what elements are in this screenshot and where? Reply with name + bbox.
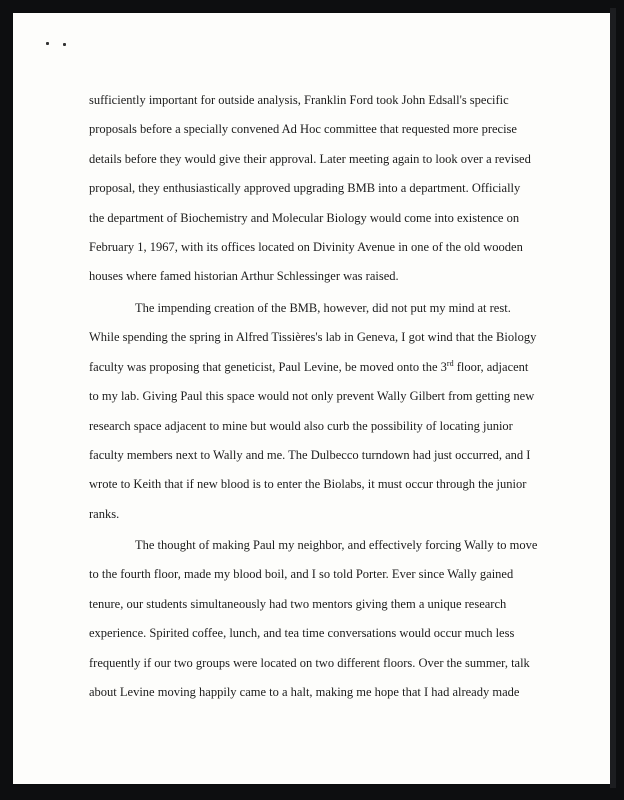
text-line-with-superscript <box>89 353 529 382</box>
text-line: about Levine moving happily came to a halt, making me hope that I had already made <box>89 685 520 700</box>
text-line: February 1, 1967, with its offices located on Divinity Avenue in one of the old wooden <box>89 240 523 255</box>
text-line: research space adjacent to mine but would also curb the possibility of locating junior <box>89 418 513 433</box>
text-line: houses where famed historian Arthur Schlessinger was raised. <box>89 269 399 284</box>
text-line: frequently if our two groups were located on two different floors. Over the summer, talk <box>89 655 530 670</box>
scan-edge <box>610 8 616 788</box>
text-segment: floor, adjacent <box>453 359 529 374</box>
text-line: proposals before a specially convened Ad Hoc committee that requested more precise <box>89 122 517 137</box>
stray-mark <box>63 43 66 46</box>
text-line: to the fourth floor, made my blood boil, and I so told Porter. Ever since Wally gained <box>89 567 514 582</box>
text-line: sufficiently important for outside analysis, Franklin Ford took John Edsall's specific <box>89 93 509 107</box>
text-line: details before they would give their approval. Later meeting again to look over a revised <box>89 151 531 166</box>
stray-mark <box>46 42 49 45</box>
paragraph-2 <box>89 294 537 529</box>
text-line: ranks. <box>89 506 120 521</box>
text-line: the department of Biochemistry and Molecular Biology would come into existence on <box>89 210 520 225</box>
text-line: experience. Spirited coffee, lunch, and tea time conversations would occur much less <box>89 626 515 641</box>
paragraph-3 <box>89 531 538 707</box>
text-line: While spending the spring in Alfred Tissières's lab in Geneva, I got wind that the Biology <box>89 330 537 345</box>
text-line: to my lab. Giving Paul this space would not only prevent Wally Gilbert from getting new <box>89 389 535 404</box>
text-line: proposal, they enthusiastically approved upgrading BMB into a department. Officially <box>89 181 521 196</box>
text-line: tenure, our students simultaneously had two mentors giving them a unique research <box>89 596 507 611</box>
paragraph-1 <box>89 86 531 292</box>
text-line: faculty members next to Wally and me. The Dulbecco turndown had just occurred, and I <box>89 448 531 463</box>
text-line: wrote to Keith that if new blood is to enter the Biolabs, it must occur through the junior <box>89 477 527 492</box>
text-line: The thought of making Paul my neighbor, and effectively forcing Wally to move <box>135 538 538 552</box>
superscript: rd <box>446 358 454 368</box>
text-segment: faculty was proposing that geneticist, Paul Levine, be moved onto the 3 <box>89 359 447 374</box>
text-line: The impending creation of the BMB, however, did not put my mind at rest. <box>135 301 511 315</box>
